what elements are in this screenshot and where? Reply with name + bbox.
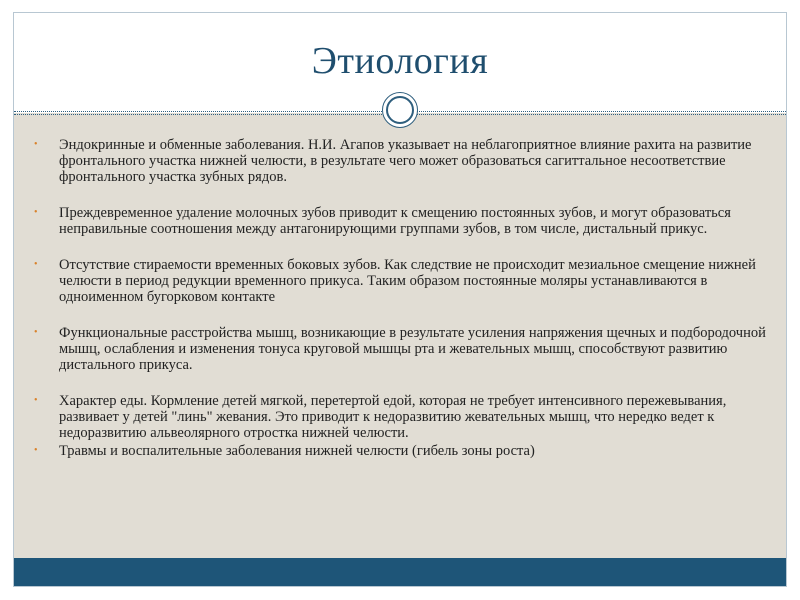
bullet-text: Эндокринные и обменные заболевания. Н.И. Агапов указывает на неблагоприятное влияние рахита на развитие фронтального участка нижней челюсти, в результате чего может образоваться сагиттальное несоответствие фронтального участка зубных рядов. bbox=[59, 137, 752, 185]
list-item bbox=[32, 393, 767, 441]
bullet-icon: • bbox=[34, 139, 38, 150]
bullet-icon: • bbox=[34, 207, 38, 218]
decorative-circle-inner bbox=[386, 96, 414, 124]
decorative-circle-icon bbox=[382, 92, 418, 128]
footer-bar bbox=[14, 558, 786, 586]
bullet-text: Преждевременное удаление молочных зубов приводит к смещению постоянных зубов, и могут образоваться неправильные соотношения между антагонирующими группами зубов, в том числе, дистальный прикус. bbox=[59, 205, 731, 237]
bullet-icon: • bbox=[34, 327, 38, 338]
bullet-text: Травмы и воспалительные заболевания нижней челюсти (гибель зоны роста) bbox=[59, 443, 535, 459]
bullet-icon: • bbox=[34, 259, 38, 270]
bullet-text: Характер еды. Кормление детей мягкой, перетертой едой, которая не требует интенсивного пережевывания, развивает у детей "линь" жевания. Это приводит к недоразвитию жевательных мышц, что нередко ведет к недоразвитию альвеолярного отростка нижней челюсти. bbox=[59, 393, 727, 441]
slide-title: Этиология bbox=[311, 40, 489, 82]
bullet-text: Отсутствие стираемости временных боковых зубов. Как следствие не происходит мезиальное смещение нижней челюсти в период редукции временного прикуса. Таким образом постоянные моляры устанавливаются в одноименном бугорковом контакте bbox=[59, 257, 756, 305]
list-item bbox=[32, 443, 767, 459]
bullet-text: Функциональные расстройства мышц, возникающие в результате усиления напряжения щечных и подбородочной мышц, ослабления и изменения тонуса круговой мышцы рта и жевательных мышц, способствуют развитию дистального прикуса. bbox=[59, 325, 766, 373]
list-item bbox=[32, 137, 767, 185]
bullet-icon: • bbox=[34, 395, 38, 406]
list-item bbox=[32, 257, 767, 305]
list-item bbox=[32, 205, 767, 237]
slide bbox=[13, 12, 787, 587]
list-item bbox=[32, 325, 767, 373]
bullet-icon: • bbox=[34, 445, 38, 456]
bullet-list bbox=[32, 137, 767, 459]
